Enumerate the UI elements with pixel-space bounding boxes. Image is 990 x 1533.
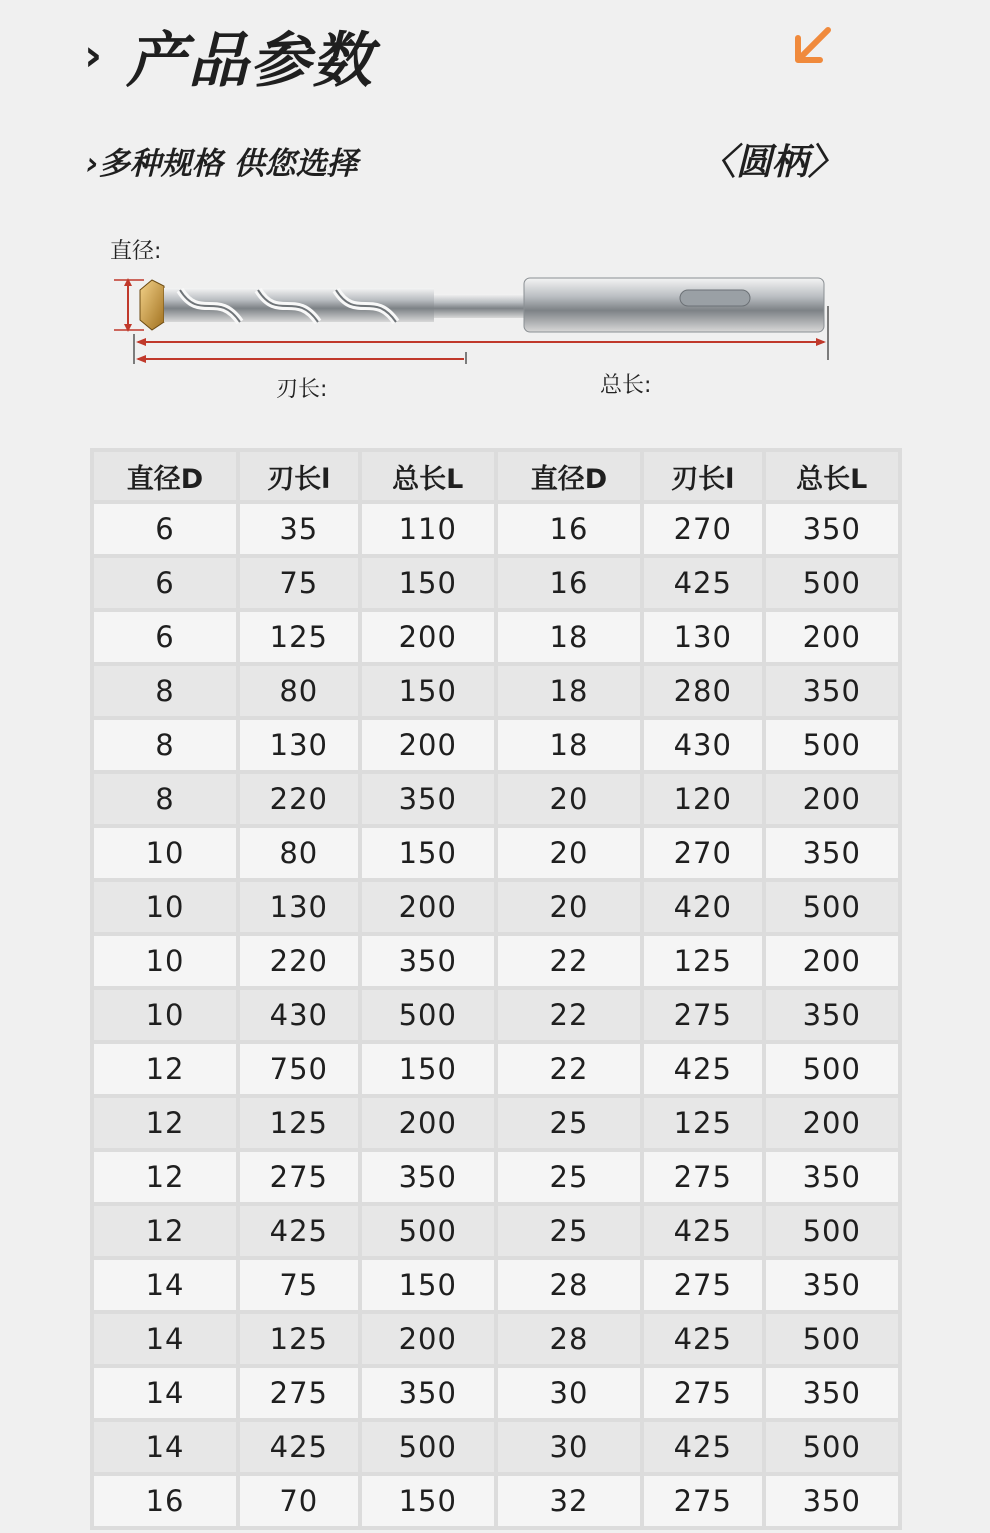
- table-cell: 500: [766, 1314, 898, 1364]
- table-cell: 350: [362, 1368, 494, 1418]
- table-cell: 220: [240, 774, 358, 824]
- table-cell: 750: [240, 1044, 358, 1094]
- table-cell: 350: [362, 936, 494, 986]
- table-cell: 280: [644, 666, 762, 716]
- table-cell: 14: [94, 1368, 236, 1418]
- table-cell: 10: [94, 990, 236, 1040]
- table-row: [94, 666, 898, 716]
- table-row: [94, 1260, 898, 1310]
- table-row: [94, 774, 898, 824]
- table-cell: 425: [240, 1206, 358, 1256]
- table-cell: 25: [498, 1206, 640, 1256]
- table-cell: 30: [498, 1368, 640, 1418]
- table-cell: 350: [766, 1476, 898, 1526]
- table-cell: 14: [94, 1422, 236, 1472]
- table-cell: 22: [498, 990, 640, 1040]
- table-cell: 200: [766, 1098, 898, 1148]
- table-cell: 425: [644, 1044, 762, 1094]
- table-cell: 500: [362, 1206, 494, 1256]
- table-row: [94, 1044, 898, 1094]
- table-cell: 200: [362, 720, 494, 770]
- table-row: [94, 1368, 898, 1418]
- table-cell: 500: [766, 1044, 898, 1094]
- column-header: 总长L: [766, 452, 898, 500]
- table-cell: 35: [240, 504, 358, 554]
- table-row: [94, 1314, 898, 1364]
- table-cell: 25: [498, 1152, 640, 1202]
- arrow-down-left-icon: [790, 24, 834, 68]
- table-cell: 150: [362, 666, 494, 716]
- table-cell: 350: [766, 828, 898, 878]
- table-cell: 500: [362, 1422, 494, 1472]
- drill-bit-diagram: [100, 230, 840, 410]
- table-cell: 200: [362, 882, 494, 932]
- table-cell: 25: [498, 1098, 640, 1148]
- table-cell: 150: [362, 1044, 494, 1094]
- table-cell: 500: [766, 882, 898, 932]
- table-cell: 80: [240, 828, 358, 878]
- table-cell: 150: [362, 1476, 494, 1526]
- table-cell: 14: [94, 1314, 236, 1364]
- drill-bit-illustration: [100, 260, 840, 400]
- column-header: 刃长l: [240, 452, 358, 500]
- table-row: [94, 558, 898, 608]
- table-cell: 150: [362, 828, 494, 878]
- table-cell: 10: [94, 828, 236, 878]
- table-cell: 10: [94, 936, 236, 986]
- table-cell: 75: [240, 1260, 358, 1310]
- table-cell: 275: [644, 1152, 762, 1202]
- table-cell: 22: [498, 936, 640, 986]
- table-cell: 425: [644, 558, 762, 608]
- table-cell: 6: [94, 612, 236, 662]
- table-cell: 18: [498, 720, 640, 770]
- table-cell: 12: [94, 1152, 236, 1202]
- table-row: [94, 1422, 898, 1472]
- table-cell: 8: [94, 774, 236, 824]
- table-row: [94, 990, 898, 1040]
- edge-length-label: 刃长:: [276, 377, 328, 402]
- table-cell: 120: [644, 774, 762, 824]
- table-cell: 20: [498, 882, 640, 932]
- table-cell: 125: [240, 1098, 358, 1148]
- table-cell: 275: [644, 1476, 762, 1526]
- table-cell: 350: [766, 666, 898, 716]
- table-cell: 16: [498, 558, 640, 608]
- table-cell: 200: [362, 1098, 494, 1148]
- chevron-right-icon: ›: [84, 30, 103, 81]
- table-cell: 8: [94, 666, 236, 716]
- table-cell: 6: [94, 558, 236, 608]
- table-cell: 125: [240, 612, 358, 662]
- table-cell: 350: [766, 1152, 898, 1202]
- column-header: 直径D: [94, 452, 236, 500]
- table-row: [94, 504, 898, 554]
- column-header: 直径D: [498, 452, 640, 500]
- table-cell: 28: [498, 1260, 640, 1310]
- table-cell: 150: [362, 558, 494, 608]
- table-header-row: [94, 452, 898, 500]
- table-cell: 200: [766, 936, 898, 986]
- table-cell: 270: [644, 828, 762, 878]
- table-cell: 22: [498, 1044, 640, 1094]
- page-header: [84, 18, 374, 94]
- table-cell: 430: [644, 720, 762, 770]
- table-cell: 200: [362, 1314, 494, 1364]
- table-cell: 275: [644, 1368, 762, 1418]
- table-cell: 275: [644, 1260, 762, 1310]
- table-row: [94, 936, 898, 986]
- table-cell: 275: [240, 1368, 358, 1418]
- table-cell: 200: [362, 612, 494, 662]
- table-cell: 350: [766, 1368, 898, 1418]
- table-cell: 18: [498, 666, 640, 716]
- spec-table: [90, 448, 902, 1530]
- table-cell: 16: [498, 504, 640, 554]
- table-cell: 12: [94, 1206, 236, 1256]
- table-row: [94, 1476, 898, 1526]
- table-cell: 125: [644, 936, 762, 986]
- table-row: [94, 1152, 898, 1202]
- table-cell: 425: [644, 1422, 762, 1472]
- diameter-label: 直径:: [110, 239, 162, 264]
- table-cell: 75: [240, 558, 358, 608]
- table-cell: 275: [644, 990, 762, 1040]
- table-cell: 20: [498, 828, 640, 878]
- table-cell: 20: [498, 774, 640, 824]
- table-cell: 270: [644, 504, 762, 554]
- table-cell: 350: [766, 990, 898, 1040]
- table-cell: 275: [240, 1152, 358, 1202]
- table-cell: 125: [644, 1098, 762, 1148]
- total-length-label: 总长:: [600, 373, 652, 398]
- table-cell: 350: [362, 1152, 494, 1202]
- table-cell: 500: [766, 1206, 898, 1256]
- table-cell: 125: [240, 1314, 358, 1364]
- table-cell: 200: [766, 774, 898, 824]
- table-cell: 500: [766, 720, 898, 770]
- table-cell: 8: [94, 720, 236, 770]
- table-cell: 28: [498, 1314, 640, 1364]
- table-cell: 32: [498, 1476, 640, 1526]
- table-cell: 220: [240, 936, 358, 986]
- table-cell: 150: [362, 1260, 494, 1310]
- table-cell: 430: [240, 990, 358, 1040]
- table-row: [94, 720, 898, 770]
- table-cell: 425: [240, 1422, 358, 1472]
- table-cell: 500: [362, 990, 494, 1040]
- table-cell: 12: [94, 1044, 236, 1094]
- table-cell: 80: [240, 666, 358, 716]
- table-cell: 70: [240, 1476, 358, 1526]
- table-cell: 110: [362, 504, 494, 554]
- page-title: 产品参数: [126, 26, 375, 96]
- table-body: [94, 504, 898, 1526]
- table-cell: 500: [766, 558, 898, 608]
- table-cell: 16: [94, 1476, 236, 1526]
- table-cell: 420: [644, 882, 762, 932]
- table-cell: 350: [766, 504, 898, 554]
- table-cell: 14: [94, 1260, 236, 1310]
- table-row: [94, 1098, 898, 1148]
- table-cell: 350: [766, 1260, 898, 1310]
- table-cell: 425: [644, 1314, 762, 1364]
- table-cell: 130: [240, 882, 358, 932]
- table-cell: 425: [644, 1206, 762, 1256]
- table-cell: 350: [362, 774, 494, 824]
- table-cell: 10: [94, 882, 236, 932]
- table-cell: 30: [498, 1422, 640, 1472]
- column-header: 总长L: [362, 452, 494, 500]
- table-cell: 500: [766, 1422, 898, 1472]
- subtitle: ›多种规格 供您选择: [86, 146, 358, 182]
- table-cell: 130: [644, 612, 762, 662]
- table-row: [94, 612, 898, 662]
- table-cell: 18: [498, 612, 640, 662]
- table-row: [94, 1206, 898, 1256]
- shank-type-label: 〈圆柄〉: [700, 142, 845, 183]
- table-cell: 130: [240, 720, 358, 770]
- table-cell: 6: [94, 504, 236, 554]
- table-cell: 200: [766, 612, 898, 662]
- table-row: [94, 882, 898, 932]
- table-cell: 12: [94, 1098, 236, 1148]
- column-header: 刃长l: [644, 452, 762, 500]
- table-row: [94, 828, 898, 878]
